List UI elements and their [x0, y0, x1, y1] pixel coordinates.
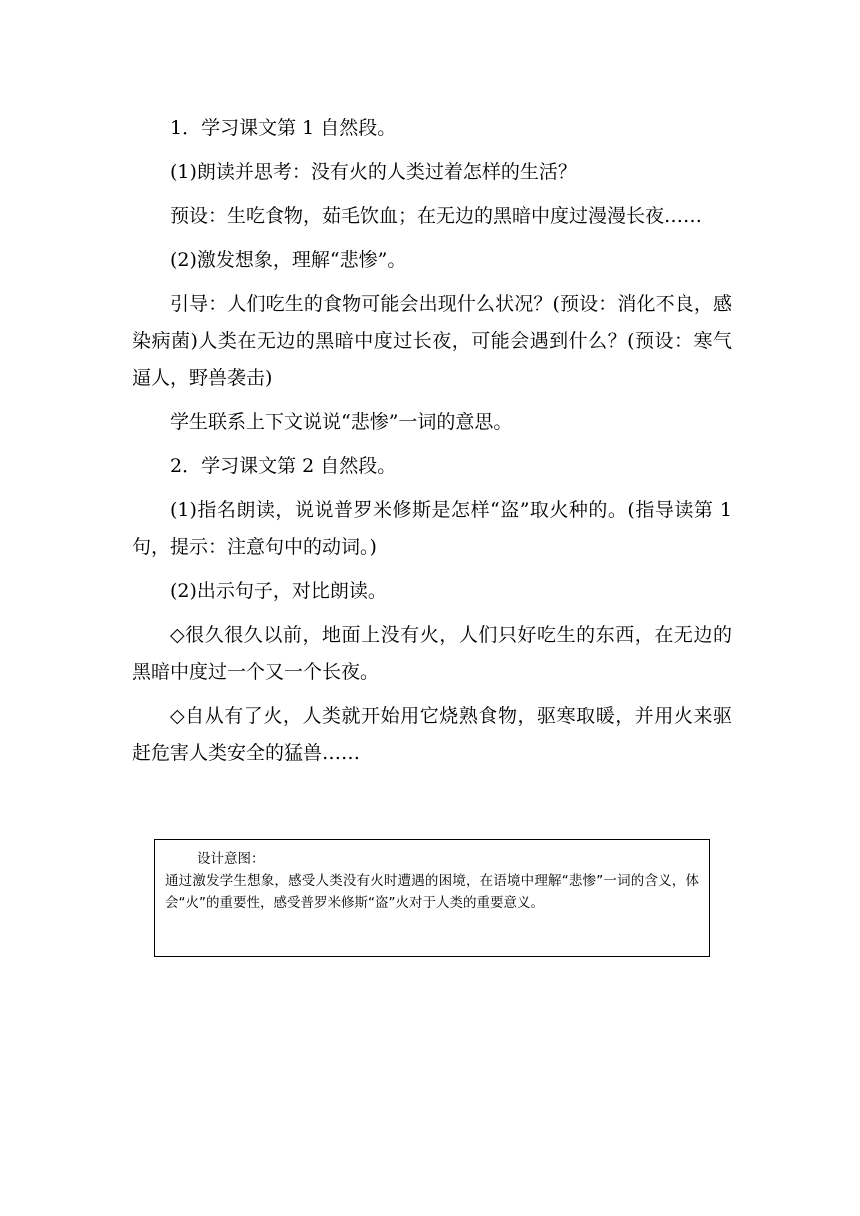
guidance-paragraph: 引导：人们吃生的食物可能会出现什么状况？(预设：消化不良，感染病菌)人类在无边的黑暗中度过长夜，可能会遇到什么？(预设：寒气逼人，野兽袭击)	[132, 293, 732, 389]
student-activity: 学生联系上下文说说“悲惨”一词的意思。	[170, 411, 513, 433]
lesson-content	[132, 110, 732, 779]
design-intent-box	[154, 839, 710, 957]
preset-answer-1: 预设：生吃食物，茹毛饮血；在无边的黑暗中度过漫漫长夜……	[170, 205, 703, 227]
reading-task: (1)指名朗读，说说普罗米修斯是怎样“盗”取火种的。(指导读第 1 句，提示：注意句中的动词。)	[132, 499, 732, 558]
question-1: (1)朗读并思考：没有火的人类过着怎样的生活？	[170, 161, 577, 183]
section-heading-2: 2．学习课文第 2 自然段。	[170, 455, 397, 477]
example-sentence-2: ◇自从有了火，人类就开始用它烧熟食物，驱寒取暖，并用火来驱赶危害人类安全的猛兽……	[132, 705, 732, 764]
comparison-task: (2)出示句子，对比朗读。	[170, 580, 387, 602]
section-heading-1: 1．学习课文第 1 自然段。	[170, 117, 397, 139]
question-2: (2)激发想象，理解“悲惨”。	[170, 249, 407, 271]
design-intent-title: 设计意图：	[197, 851, 265, 867]
example-sentence-1: ◇很久很久以前，地面上没有火，人们只好吃生的东西，在无边的黑暗中度过一个又一个长夜。	[132, 624, 732, 683]
design-intent-text: 通过激发学生想象，感受人类没有火时遭遇的困境，在语境中理解“悲惨”一词的含义，体会“火”的重要性，感受普罗米修斯“盗”火对于人类的重要意义。	[165, 873, 699, 911]
